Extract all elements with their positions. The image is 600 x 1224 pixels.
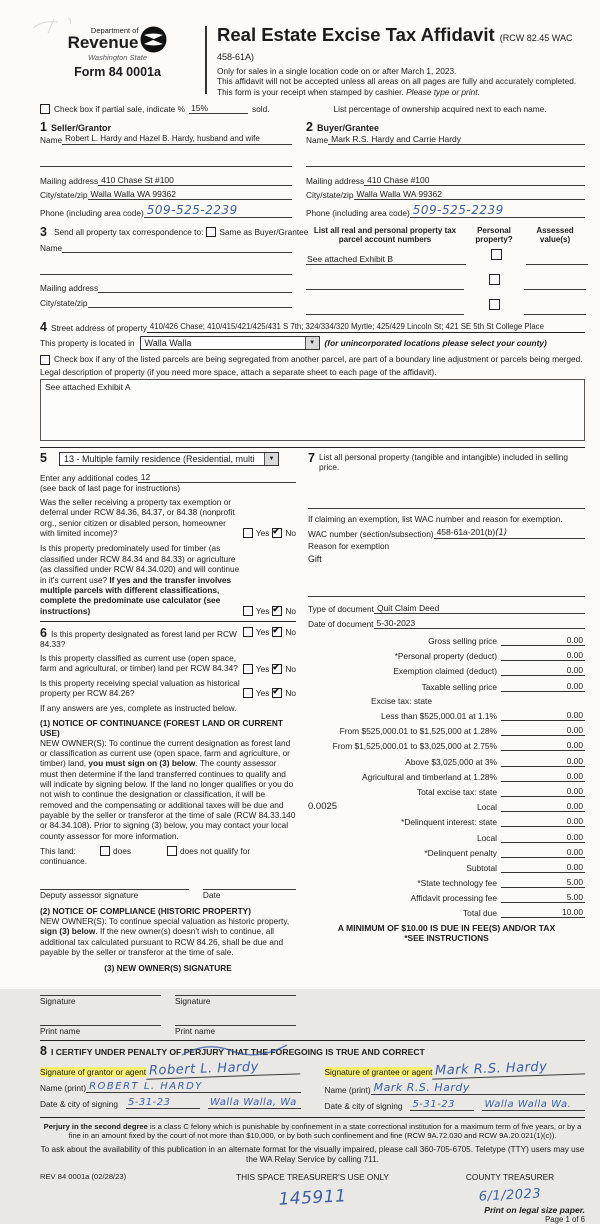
section-divider [40, 447, 585, 448]
tax-row [308, 740, 585, 751]
tax-row [308, 756, 585, 767]
dept-name: Revenue [67, 33, 139, 52]
treasurer-stamp-number: 145911 [278, 1186, 347, 1210]
grantee-signature-field[interactable]: Mark R.S. Hardy [432, 1058, 585, 1079]
new-owner-print-field-1[interactable] [40, 1015, 161, 1026]
tax-row [308, 786, 585, 797]
tax-row-value-field[interactable]: 0.00 [501, 832, 585, 843]
does-not-label: does not qualify for [179, 846, 251, 857]
tax-row [308, 801, 585, 812]
current-use-question: Is this property classified as current use (open space, farm and agricultural, or timber) land per RCW 84.34? [40, 652, 238, 674]
buyer-block [306, 121, 585, 218]
seller-title: Seller/Grantor [50, 123, 111, 134]
grantor-date-label: Date & city of signing [40, 1098, 118, 1109]
tax-row-label: Less than $525,000.01 at 1.1% [381, 711, 497, 721]
new-owners-signature-title: (3) NEW OWNER(S) SIGNATURE [104, 963, 232, 974]
tax-row-label: *State technology fee [417, 878, 497, 889]
tax-row [308, 816, 585, 827]
tax-row-label: Local [476, 802, 497, 813]
seller-name-label: Name [40, 134, 63, 145]
grantor-signature-label: Signature of grantor or agent [40, 1066, 147, 1077]
legal-description-label: Legal description of property (if you need more space, attach a separate sheet to each page of the affidavit). [40, 367, 437, 378]
tax-row [308, 847, 585, 858]
tax-row-label: *Delinquent interest: state [401, 817, 497, 828]
perjury-text: Perjury in the second degree is a class C felony which is punishable by confinement in a state correctional institution for a maximum term of five years, or by a fine in an amount fixed by the court of not more than $10,000, or by both such confinement and fine (RCW 9A.72.030 and RCW 9A.20.021(1)(c)). [43, 1121, 582, 1141]
yes-label: Yes [255, 528, 270, 539]
current-use-no-checkbox[interactable] [272, 664, 282, 674]
timber-no-checkbox[interactable] [272, 606, 282, 616]
seller-mailing-label: Mailing address [40, 175, 99, 186]
tax-row-label: From $525,000.01 to $1,525,000 at 1.28% [339, 726, 497, 737]
tax-row-label: Subtotal [466, 862, 497, 873]
section8-divider [40, 1040, 585, 1041]
tax-row [308, 650, 585, 661]
notice-continuance-text: NEW OWNER(S): To continue the current designation as forest land or classification as current use (open space, farm and agriculture, or timber) land, you must sign on (3) below. The county assessor must then determine if the land transferred continues to qualify and will indicate by signing below. If the land no longer qualifies or you do not wish to continue the designation or classification, it will be removed and the compensating or additional taxes will be due and payable by the seller or transferor at the time of sale (RCW 84.33.140 or 84.34.108). Prior to signing (3) below, you may contact your local county assessor for more information. [40, 737, 296, 841]
ownership-note: List percentage of ownership acquired next to each name. [333, 103, 547, 114]
seller-name-field[interactable]: Robert L. Hardy and Hazel B. Hardy, husband and wife [62, 134, 292, 145]
tax-row-value-field[interactable]: 10.00 [501, 907, 585, 918]
grantee-signature-label: Signature of grantee or agent [324, 1066, 433, 1077]
tax-row-value-field[interactable]: 0.00 [501, 801, 585, 812]
rev-number: REV 84 0001a (02/28/23) [40, 1172, 127, 1182]
form-number: Form 84 0001a [74, 65, 161, 79]
section56-divider [40, 621, 296, 622]
grantor-signature-field[interactable]: Robert L. Hardy [146, 1058, 301, 1079]
partial-sale-label: Check box if partial sale, indicate % [54, 103, 185, 114]
grantee-signing-block [325, 1061, 586, 1111]
form-title-ref: (RCW 82.45 WAC 458-61A) [217, 33, 573, 62]
tax-row-value-field[interactable]: 0.00 [501, 740, 585, 751]
correspondence-block [40, 224, 309, 309]
print-name-label: Print name [175, 1025, 216, 1036]
does-label: does [112, 846, 131, 857]
grantor-signing-block [40, 1061, 301, 1109]
county-treasurer-label: COUNTY TREASURER [465, 1172, 555, 1183]
tax-row-label: Local [476, 832, 497, 843]
tax-row-value-field[interactable]: 0.00 [501, 862, 585, 873]
tax-row-label: Agricultural and timberland at 1.28% [361, 771, 497, 782]
parcel-number-field-1[interactable]: See attached Exhibit B [306, 254, 466, 265]
tax-row-label: Exemption claimed (deduct) [393, 666, 497, 677]
seller-city-label: City/state/zip [40, 189, 88, 200]
certify-statement: I CERTIFY UNDER PENALTY OF PERJURY THAT THE FOREGOING IS TRUE AND CORRECT [50, 1047, 425, 1058]
doc-type-field[interactable]: Quit Claim Deed [374, 603, 585, 614]
seller-city-field[interactable]: Walla Walla WA 99362 [88, 189, 293, 200]
land-use-dropdown-value: 13 - Multiple family residence (Residential, multi [63, 453, 255, 464]
seller-name-field-2[interactable] [40, 156, 292, 167]
personal-property-checkbox-2[interactable] [489, 274, 500, 285]
codes-note: (see back of last page for instructions) [40, 482, 181, 493]
tax-row [308, 832, 585, 843]
local-rate-value: 0.0025 [308, 801, 338, 813]
seller-phone-field[interactable]: 509-525-2239 [144, 203, 292, 218]
forest-land-question: 6 Is this property designated as forest land per RCW 84.33? [40, 625, 237, 650]
correspondence-name-field[interactable] [62, 242, 292, 253]
forest-no-checkbox[interactable] [272, 627, 282, 637]
tax-row-value-field[interactable]: 0.00 [501, 771, 585, 782]
located-in-label: This property is located in [40, 338, 135, 349]
tax-row [308, 892, 585, 903]
grantee-print-field[interactable]: Mark R.S. Hardy [371, 1081, 585, 1095]
historical-no-checkbox[interactable] [272, 688, 282, 698]
chevron-down-icon[interactable]: ▼ [264, 453, 278, 465]
exemption-no-checkbox[interactable] [272, 528, 282, 538]
reason-exemption-field-2[interactable] [308, 586, 585, 597]
treasurer-stamp-date: 6/1/2023 [478, 1186, 542, 1205]
tax-row-label: Affidavit processing fee [410, 893, 497, 904]
alt-format-text: To ask about the availability of this publication in an alternate format for the visually impaired, please call 360-705-6705. Teletype (TTY) users may use the WA Relay Service by calling 711. [40, 1144, 585, 1164]
form-title: Real Estate Excise Tax Affidavit [217, 24, 495, 45]
buyer-phone-label: Phone (including area code) [306, 207, 410, 218]
correspondence-section [40, 226, 585, 315]
parcel-number-field-3[interactable] [306, 304, 464, 315]
exemption-note: If claiming an exemption, list WAC number and reason for exemption. [308, 514, 563, 525]
header-divider [205, 26, 207, 94]
grantor-city-field[interactable]: Walla Walla, Wa [208, 1097, 301, 1109]
same-as-buyer-checkbox[interactable] [206, 227, 216, 237]
tax-rows [308, 635, 585, 918]
buyer-name-field-2[interactable] [306, 156, 585, 167]
tax-row-value-field[interactable]: 0.00 [501, 725, 585, 736]
street-address-field[interactable]: 410/426 Chase; 410/415/421/425/431 S 7th; 324/334/320 Myrtle; 425/429 Lincoln St; 421 SE 5th St College Place [147, 322, 585, 333]
notice-compliance-title: (2) NOTICE OF COMPLIANCE (HISTORIC PROPERTY) [40, 905, 251, 916]
timber-question: Is this property predominately used for timber (as classified under RCW 84.34 and 84.33) or agriculture (as classified under RCW 84.34.020) and will continue in it's current use? If yes and the transfer involves multiple parcels with different classifications, complete the predominate use calculator (see instructions) [40, 543, 240, 616]
dept-line: Department of [90, 26, 139, 35]
chevron-down-icon[interactable]: ▼ [305, 337, 319, 349]
buyer-mailing-field[interactable]: 410 Chase #100 [364, 175, 585, 186]
buyer-city-label: City/state/zip [306, 189, 354, 200]
signature-label: Signature [175, 996, 211, 1007]
current-use-yes-checkbox[interactable] [243, 664, 253, 674]
left-column [40, 452, 296, 1036]
forest-yes-checkbox[interactable] [243, 627, 253, 637]
section1-number: 1 [40, 120, 47, 135]
does-not-checkbox[interactable] [167, 846, 177, 856]
no-label: No [285, 528, 296, 539]
tax-row-value-field[interactable]: 0.00 [501, 816, 585, 827]
wac-number-label: WAC number (section/subsection) [308, 528, 434, 539]
treasurer-space-label: THIS SPACE TREASURER'S USE ONLY [236, 1172, 389, 1183]
tax-row-label: *Delinquent penalty [424, 847, 497, 858]
tax-row [308, 635, 585, 646]
tax-row-value-field[interactable]: 0.00 [501, 635, 585, 646]
new-owner-signature-field-2[interactable] [175, 985, 296, 996]
tax-row-value-field[interactable]: 0.00 [501, 756, 585, 767]
street-address-label: Street address of property [50, 323, 147, 334]
exemption-yes-checkbox[interactable] [243, 528, 253, 538]
parties-section [40, 121, 585, 218]
parcel-header-numbers: List all real and personal property tax parcel account numbers [313, 225, 457, 245]
segregated-label: Check box if any of the listed parcels are being segregated from another parcel, are part of a boundary line adjustment or parcels being merged. [54, 354, 583, 365]
partial-sale-row [40, 103, 585, 114]
doc-type-label: Type of document [308, 604, 374, 615]
print-name-label: Print name [40, 1025, 81, 1036]
tax-row [308, 665, 585, 676]
form-header [40, 26, 585, 97]
correspondence-city-field[interactable] [88, 297, 293, 308]
section4-number: 4 [40, 319, 47, 334]
parcel-table [306, 226, 588, 315]
buyer-name-field[interactable]: Mark R.S. Hardy and Carrie Hardy [328, 134, 585, 145]
new-owner-signature-field-1[interactable] [40, 985, 161, 996]
tax-row [308, 710, 585, 721]
doc-date-field[interactable]: 5-30-2023 [374, 618, 586, 629]
additional-codes-label: Enter any additional codes [40, 472, 138, 483]
assessed-value-field-2[interactable] [524, 279, 586, 290]
deputy-assessor-signature-field[interactable] [40, 879, 189, 890]
seller-block [40, 121, 292, 218]
main-columns [40, 452, 585, 1036]
partial-sale-checkbox[interactable] [40, 104, 50, 114]
tax-row-value-field[interactable]: 5.00 [501, 877, 585, 888]
land-use-dropdown[interactable] [59, 452, 279, 466]
tax-row-label: Total due [463, 908, 497, 919]
historical-question: Is this property receiving special valuation as historical property per RCW 84.26? [40, 677, 240, 698]
tax-row [308, 907, 585, 918]
reason-exemption-value[interactable]: Gift [308, 554, 322, 565]
page-number: Page 1 of 6 [545, 1215, 585, 1224]
parcel-header-assessed: Assessed value(s) [536, 225, 574, 245]
tax-row-value-field[interactable]: 5.00 [501, 892, 585, 903]
legal-description-box[interactable]: See attached Exhibit A [40, 379, 585, 441]
deputy-assessor-label: Deputy assessor signature [40, 889, 139, 900]
tax-row [308, 877, 585, 888]
section7-number: 7 [308, 450, 315, 465]
tax-row-value-field[interactable]: 0.00 [501, 650, 585, 661]
grantee-print-label: Name (print) [324, 1084, 371, 1095]
notice-continuance-title: (1) NOTICE OF CONTINUANCE (FOREST LAND OR CURRENT USE) [40, 717, 283, 738]
buyer-title: Buyer/Grantee [316, 123, 379, 134]
parcel-number-field-2[interactable] [306, 279, 464, 290]
partial-sale-suffix: sold. [251, 103, 270, 114]
county-dropdown-value: Walla Walla [144, 338, 192, 349]
personal-property-checkbox-3[interactable] [489, 299, 500, 310]
correspondence-mailing-field[interactable] [98, 282, 292, 293]
tax-row-label: Total excise tax: state [416, 786, 497, 797]
grantee-date-label: Date & city of signing [324, 1100, 403, 1111]
agency-block [40, 26, 195, 79]
section3-number: 3 [40, 224, 47, 239]
print-legal-note: Print on legal size paper. [484, 1205, 585, 1216]
correspondence-label: Send all property tax correspondence to: [53, 226, 204, 237]
yes-label: Yes [255, 626, 270, 637]
no-label: No [285, 663, 296, 674]
new-owner-print-field-2[interactable] [175, 1015, 296, 1026]
grantee-date-field[interactable]: 5-31-23 [410, 1099, 474, 1111]
deputy-date-field[interactable] [203, 879, 296, 890]
tax-row-label: Taxable selling price [421, 681, 497, 692]
personal-property-checkbox-1[interactable] [491, 249, 502, 260]
see-instructions-note: *SEE INSTRUCTIONS [404, 932, 489, 943]
historical-yes-checkbox[interactable] [243, 688, 253, 698]
if-yes-note: If any answers are yes, complete as instructed below. [40, 703, 237, 714]
minimum-due-note: A MINIMUM OF $10.00 IS DUE IN FEE(S) AND/OR TAX [337, 922, 556, 933]
yes-label: Yes [255, 605, 270, 616]
buyer-name-label: Name [306, 134, 329, 145]
county-dropdown[interactable] [140, 336, 320, 350]
parcel-header-personal: Personal property? [475, 225, 513, 245]
section2-number: 2 [306, 120, 313, 135]
tax-row-label: Gross selling price [428, 636, 497, 647]
wac-number-field[interactable]: 458-61a-201(b)(1) [434, 527, 585, 539]
no-label: No [285, 626, 296, 637]
grantor-print-field[interactable]: ROBERT L. HARDY [86, 1081, 300, 1093]
grantor-print-label: Name (print) [40, 1082, 87, 1093]
no-label: No [285, 688, 296, 699]
assessed-value-field-1[interactable] [526, 254, 588, 265]
signature-label: Signature [40, 996, 76, 1007]
perjury-divider [40, 1117, 585, 1118]
deputy-date-label: Date [202, 889, 221, 900]
yes-label: Yes [255, 663, 270, 674]
dept-sub: Washington State [87, 53, 148, 62]
tax-row-value-field[interactable]: 0.00 [501, 847, 585, 858]
grantor-date-field[interactable]: 5-31-23 [126, 1097, 200, 1109]
tax-row-label: From $1,525,000.01 to $3,025,000 at 2.75% [332, 741, 497, 752]
same-as-buyer-label: Same as Buyer/Grantee [219, 226, 309, 237]
grantee-city-field[interactable]: Walla Walla Wa. [482, 1099, 585, 1111]
segregated-checkbox[interactable] [40, 355, 50, 365]
additional-codes-field[interactable]: 12 [138, 472, 296, 483]
section6-number: 6 [40, 625, 47, 640]
correspondence-mailing-label: Mailing address [40, 283, 99, 294]
tax-row-label: Excise tax: state [371, 695, 432, 706]
tax-row [308, 725, 585, 736]
buyer-city-field[interactable]: Walla Walla WA 99362 [354, 189, 586, 200]
tax-row-value-field[interactable]: 0.00 [501, 710, 585, 721]
located-in-note: (for unincorporated locations please select your county) [324, 338, 547, 349]
correspondence-name-label: Name [40, 243, 63, 254]
correspondence-city-label: City/state/zip [40, 298, 88, 309]
instruction-3: This form is your receipt when stamped by cashier. Please type or print. [217, 86, 480, 97]
timber-yes-checkbox[interactable] [243, 606, 253, 616]
tax-row-value-field[interactable]: 0.00 [501, 665, 585, 676]
seller-phone-label: Phone (including area code) [40, 207, 144, 218]
property-section [40, 321, 585, 441]
tax-row-label: Above $3,025,000 at 3% [405, 756, 497, 767]
assessed-value-field-3[interactable] [524, 304, 586, 315]
tax-row-value-field[interactable]: 0.00 [501, 786, 585, 797]
tax-row [308, 771, 585, 782]
wac-handwritten-suffix: (1) [495, 527, 508, 538]
personal-property-field[interactable] [308, 498, 585, 509]
certification-section [40, 1045, 585, 1111]
tax-section-header [308, 696, 495, 706]
instruction-1: Only for sales in a single location code on or after March 1, 2023. [217, 66, 457, 76]
seller-mailing-field[interactable]: 410 Chase St #100 [98, 175, 292, 186]
section5-number: 5 [40, 451, 47, 466]
section8-number: 8 [40, 1044, 47, 1059]
revenue-logo-icon [140, 26, 167, 53]
partial-sale-percent-field[interactable]: 15% [189, 103, 248, 114]
correspondence-name-field-2[interactable] [40, 264, 292, 275]
this-land-label: This land: [40, 846, 76, 857]
doc-date-label: Date of document [308, 619, 374, 630]
reason-exemption-label: Reason for exemption [308, 540, 390, 551]
buyer-phone-field[interactable]: 509-525-2239 [410, 203, 585, 218]
notice-compliance-text: NEW OWNER(S): To continue special valuation as historic property, sign (3) below. If the new owner(s) doesn't wish to continue, all additional tax calculated pursuant to RCW 84.26, shall be due and payable by the seller or transferor at the time of sale. [40, 915, 290, 957]
continuance-label: continuance. [40, 856, 88, 867]
personal-property-label: List all personal property (tangible and intangible) included in selling price. [318, 451, 569, 472]
buyer-mailing-label: Mailing address [306, 175, 365, 186]
does-checkbox[interactable] [100, 846, 110, 856]
right-column [308, 452, 585, 943]
instruction-2: This affidavit will not be accepted unless all areas on all pages are fully and accurately completed. [217, 76, 577, 87]
tax-row [308, 862, 585, 873]
yes-label: Yes [255, 688, 270, 699]
no-label: No [285, 605, 296, 616]
tax-row-label: *Personal property (deduct) [394, 651, 497, 662]
tax-row-value-field[interactable]: 0.00 [501, 681, 585, 692]
tax-exemption-question: Was the seller receiving a property tax exemption or deferral under RCW 84.36, 84.37, or 84.38 (nonprofit org., senior citizen or disabled person, homeowner with limited income)? [40, 496, 235, 539]
tax-row [308, 681, 585, 692]
